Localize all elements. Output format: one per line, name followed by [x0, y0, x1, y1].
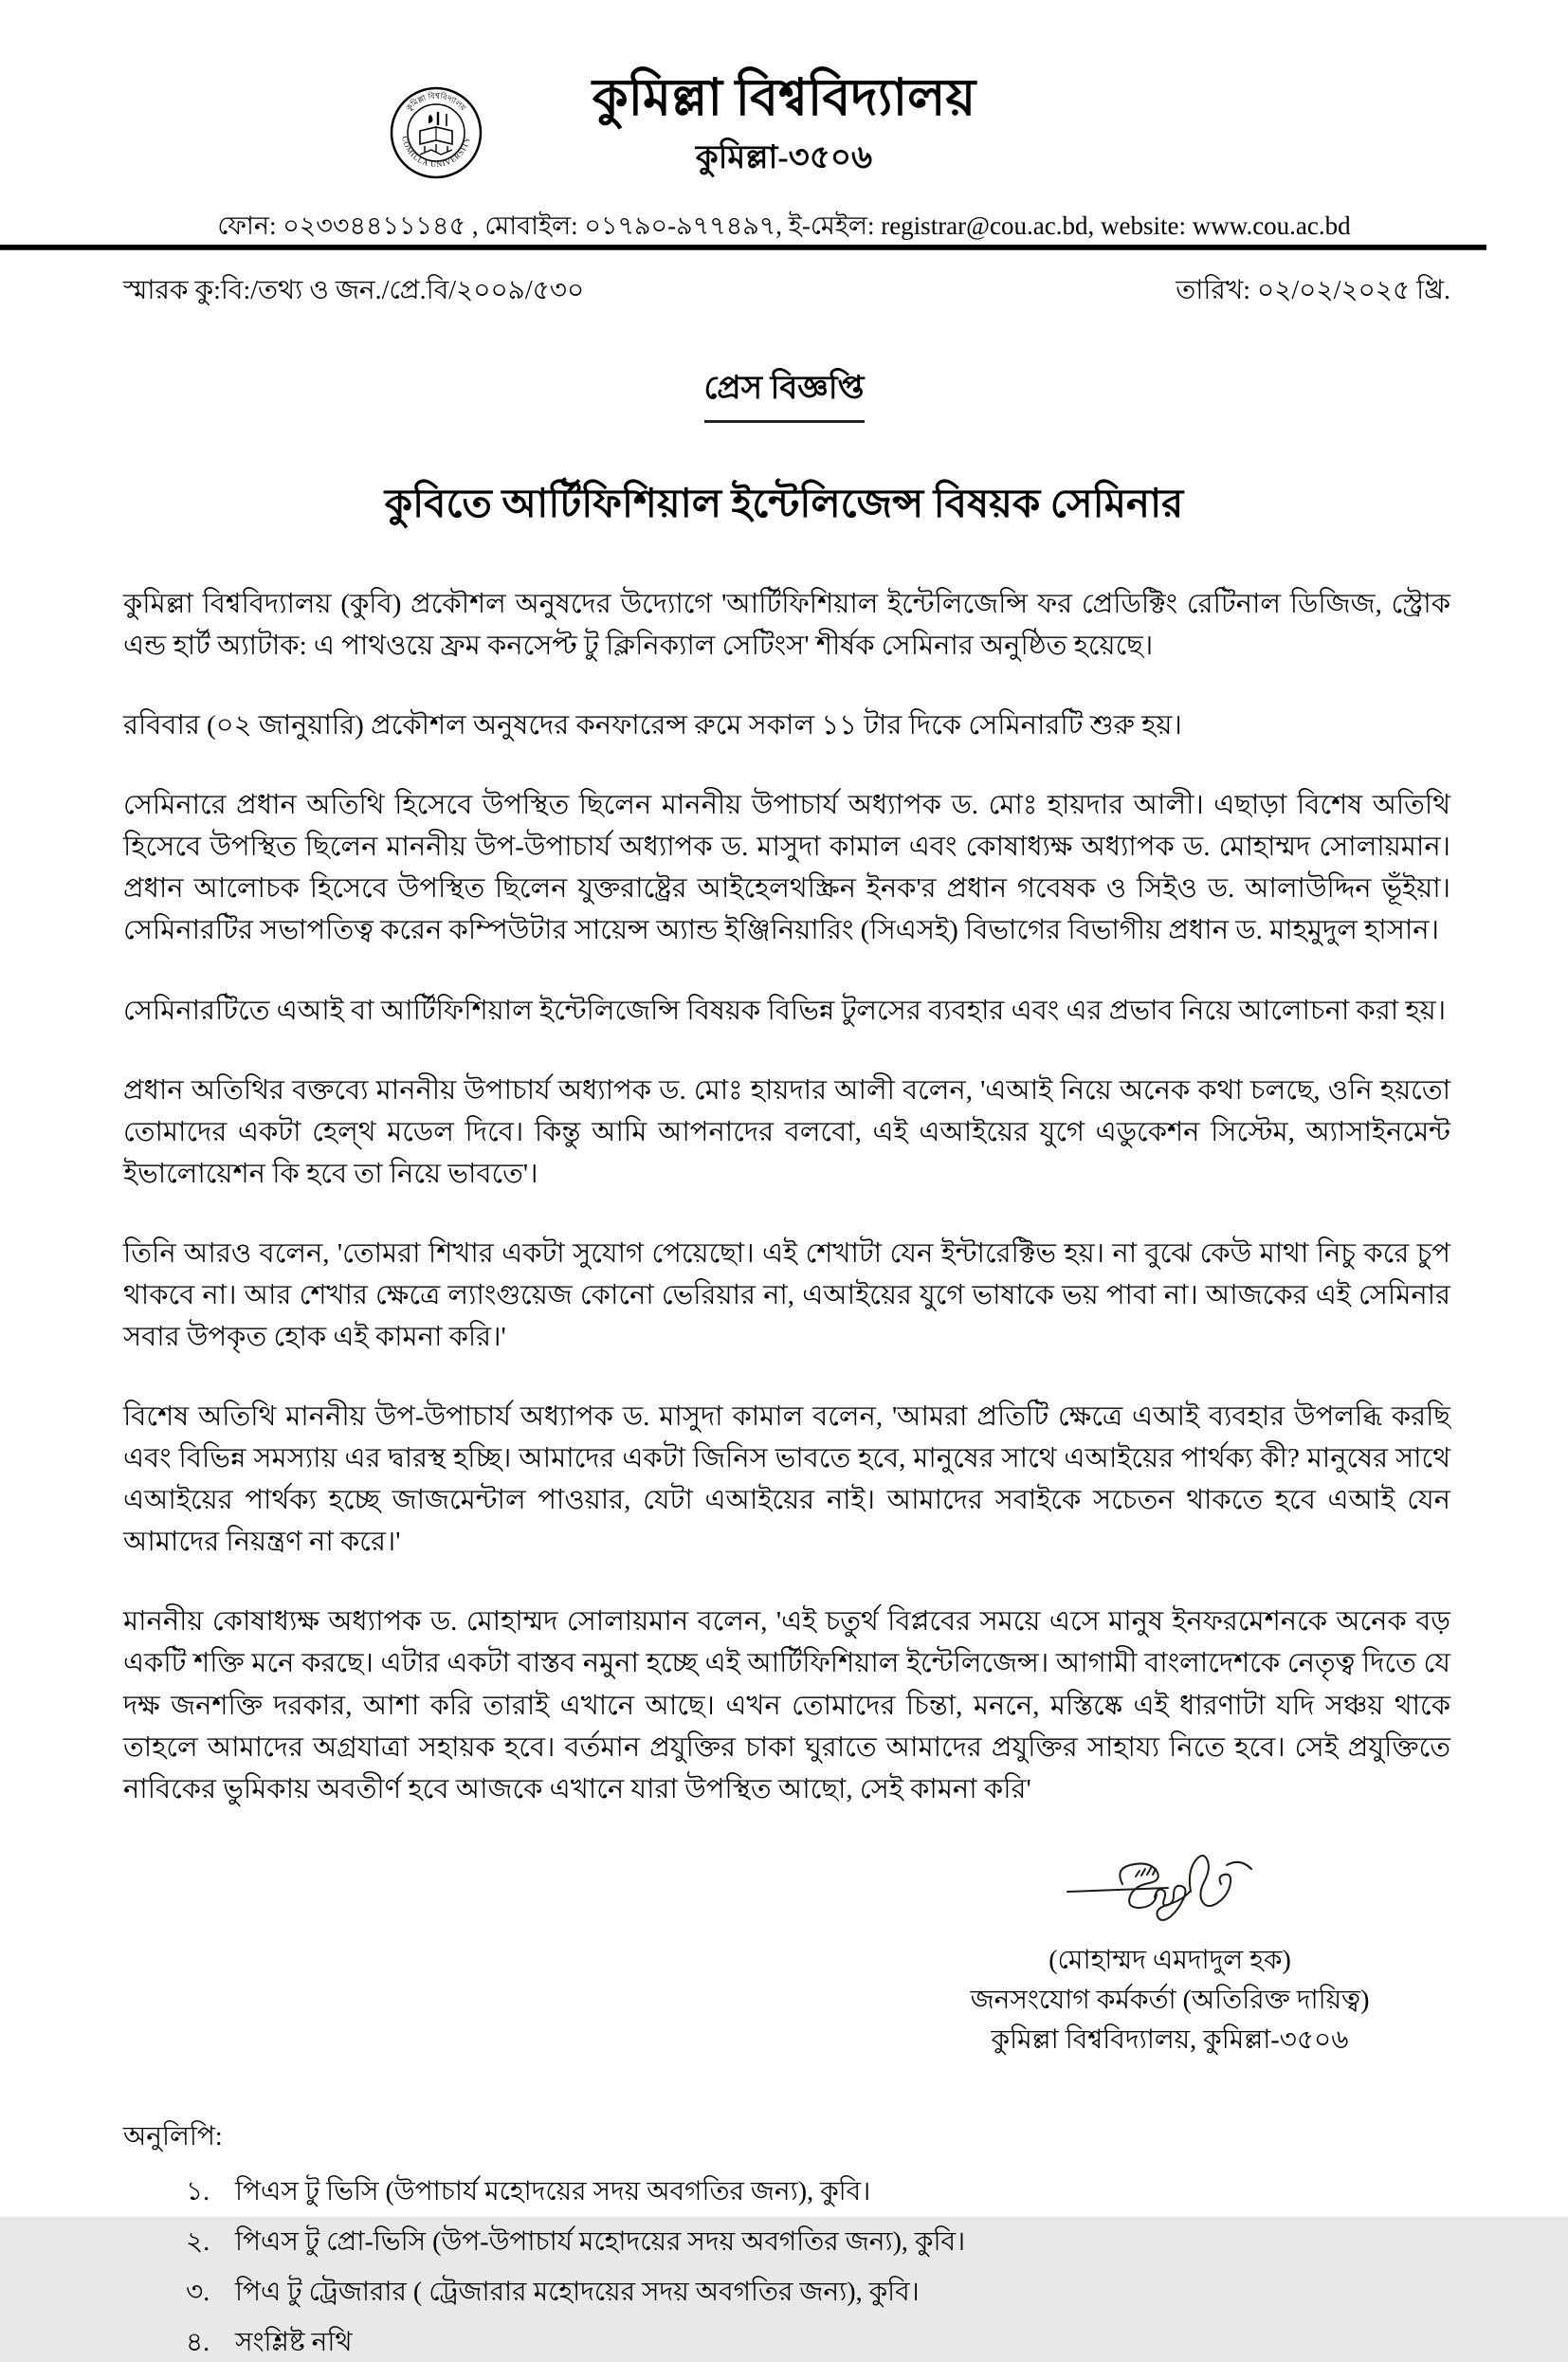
header-divider: [0, 245, 1486, 250]
copy-item-text: পিএস টু প্রো-ভিসি (উপ-উপাচার্য মহোদয়ের সদয় অবগতির জন্য), কুবি।: [235, 2226, 966, 2257]
copy-item: [186, 2224, 1450, 2261]
signatory-designation: জনসংযোগ কর্মকর্তা (অতিরিক্ত দায়িত্ব): [970, 1985, 1370, 2015]
body-text: [0, 583, 1568, 1810]
signatory-name: (মোহাম্মদ এমদাদুল হক): [1048, 1945, 1291, 1975]
paragraph: রবিবার (০২ জানুয়ারি) প্রকৌশল অনুষদের কনফারেন্স রুমে সকাল ১১ টার দিকে সেমিনারটি শুরু হয়।: [123, 710, 1182, 742]
copy-item-text: পিএস টু ভিসি (উপাচার্য মহোদয়ের সদয় অবগতির জন্য), কুবি।: [235, 2176, 871, 2206]
document-date: তারিখ: ০২/০২/২০২৫ খ্রি.: [1176, 276, 1450, 305]
copy-item-number: ৩.: [186, 2278, 210, 2308]
university-name: কুমিল্লা বিশ্ববিদ্যালয়: [592, 69, 976, 126]
copy-item: [186, 2274, 1450, 2311]
copy-item: [186, 2324, 1450, 2361]
copy-item: [186, 2173, 1450, 2210]
svg-text:কুমিল্লা বিশ্ববিদ্যালয়: কুমিল্লা বিশ্ববিদ্যালয়: [404, 90, 468, 113]
signatory-organization: কুমিল্লা বিশ্ববিদ্যালয়, কুমিল্লা-৩৫০৬: [991, 2024, 1349, 2055]
paragraph: সেমিনারটিতে এআই বা আর্টিফিশিয়াল ইন্টেলিজেন্সি বিষয়ক বিভিন্ন টুলসের ব্যবহার এবং এর প্রভাব নিয়ে আলোচনা করা হয়।: [123, 995, 1447, 1026]
copies-section: [0, 2115, 1568, 2362]
paragraph: প্রধান অতিথির বক্তব্যে মাননীয় উপাচার্য অধ্যাপক ড. মোঃ হায়দার আলী বলেন, 'এআই নিয়ে অনেক কথা চলছে, ওনি হয়তো তোমাদের একটা হেল্থ মডেল দিবে। কিন্তু আমি আপনাদের বলবো, এই এআইয়ের যুগে এডুকেশন সিস্টেম, অ্যাসাইনমেন্ট ইভালোয়েশন কি হবে তা নিয়ে ভাবতে'।: [123, 1074, 1450, 1189]
copy-item-number: ৪.: [186, 2328, 210, 2358]
copy-item-text: পিএ টু ট্রেজারার ( ট্রেজারার মহোদয়ের সদয় অবগতির জন্য), কুবি।: [235, 2278, 920, 2308]
press-release-title: প্রেস বিজ্ঞপ্তি: [704, 363, 865, 423]
contact-info-line: ফোন: ০২৩৩৪৪১১১৪৫ , মোবাইল: ০১৭৯০-৯৭৭৪৯৭, ই-মেইল: registrar@cou.ac.bd, website: www.cou.ac.bd: [217, 211, 1351, 240]
memo-number: স্মারক কু:বি:/তথ্য ও জন./প্রে.বি/২০০৯/৫৩০: [123, 276, 585, 305]
signature-block: [923, 1848, 1416, 2060]
copy-item-number: ২.: [186, 2226, 210, 2257]
paragraph: সেমিনারে প্রধান অতিথি হিসেবে উপস্থিত ছিলেন মাননীয় উপাচার্য অধ্যাপক ড. মোঃ হায়দার আলী। এছাড়া বিশেষ অতিথি হিসেবে উপস্থিত ছিলেন মাননীয় উপ-উপাচার্য অধ্যাপক ড. মাসুদা কামাল এবং কোষাধ্যক্ষ অধ্যাপক ড. মোহাম্মদ সোলায়মান। প্রধান আলোচক হিসেবে উপস্থিত ছিলেন যুক্তরাষ্ট্রের আইহেলথস্ক্রিন ইনক'র প্রধান গবেষক ও সিইও ড. আলাউদ্দিন ভূঁইয়া। সেমিনারটির সভাপতিত্ব করেন কম্পিউটার সায়েন্স অ্যান্ড ইঞ্জিনিয়ারিং (সিএসই) বিভাগের বিভাগীয় প্রধান ড. মাহমুদুল হাসান।: [123, 790, 1450, 946]
headline: কুবিতে আর্টিফিশিয়াল ইন্টেলিজেন্স বিষয়ক সেমিনার: [384, 483, 1184, 526]
paragraph: বিশেষ অতিথি মাননীয় উপ-উপাচার্য অধ্যাপক ড. মাসুদা কামাল বলেন, 'আমরা প্রতিটি ক্ষেত্রে এআই ব্যবহার উপলব্ধি করছি এবং বিভিন্ন সমস্যায় এর দ্বারস্থ হচ্ছি। আমাদের একটা জিনিস ভাবতে হবে, মানুষের সাথে এআইয়ের পার্থক্য কী? মানুষের সাথে এআইয়ের পার্থক্য হচ্ছে জাজমেন্টাল পাওয়ার, যেটা এআইয়ের নাই। আমাদের সবাইকে সচেতন থাকতে হবে এআই যেন আমাদের নিয়ন্ত্রণ না করে।': [123, 1401, 1450, 1558]
copy-item-text: সংশ্লিষ্ট নথি: [235, 2328, 353, 2358]
paragraph: তিনি আরও বলেন, 'তোমরা শিখার একটা সুযোগ পেয়েছো। এই শেখাটা যেন ইন্টারেক্টিভ হয়। না বুঝে কেউ মাথা নিচু করে চুপ থাকবে না। আর শেখার ক্ষেত্রে ল্যাংগুয়েজ কোনো ভেরিয়ার না, এআইয়ের যুগে ভাষাকে ভয় পাবা না। আজকের এই সেমিনার সবার উপকৃত হোক এই কামনা করি।': [123, 1237, 1450, 1353]
paragraph: কুমিল্লা বিশ্ববিদ্যালয় (কুবি) প্রকৌশল অনুষদের উদ্যোগে 'আর্টিফিশিয়াল ইন্টেলিজেন্সি ফর প্রেডিক্টিং রেটিনাল ডিজিজ, স্ট্রোক এন্ড হার্ট অ্যাটাক: এ পাথওয়ে ফ্রম কনসেপ্ট টু ক্লিনিক্যাল সেটিংস' শীর্ষক সেমিনার অনুষ্ঠিত হয়েছে।: [123, 589, 1450, 662]
letterhead: [0, 0, 1568, 248]
memo-row: [0, 248, 1568, 314]
svg-text:COMILLA UNIVERSITY: COMILLA UNIVERSITY: [400, 135, 472, 170]
copies-label: অনুলিপি:: [123, 2121, 223, 2151]
copy-item-number: ১.: [186, 2176, 210, 2206]
paragraph: মাননীয় কোষাধ্যক্ষ অধ্যাপক ড. মোহাম্মদ সোলায়মান বলেন, 'এই চতুর্থ বিপ্লবের সময়ে এসে মানুষ ইনফরমেশনকে অনেক বড় একটি শক্তি মনে করছে। এটার একটা বাস্তব নমুনা হচ্ছে এই আর্টিফিশিয়াল ইন্টেলিজেন্স। আগামী বাংলাদেশকে নেতৃত্ব দিতে যে দক্ষ জনশক্তি দরকার, আশা করি তারাই এখানে আছে। এখন তোমাদের চিন্তা, মননে, মস্তিষ্কে এই ধারণাটা যদি সঞ্চয় থাকে তাহলে আমাদের অগ্রযাত্রা সহায়ক হবে। বর্তমান প্রযুক্তির চাকা ঘুরাতে আমাদের প্রযুক্তির সাহায্য নিতে হবে। সেই প্রযুক্তিতে নাবিকের ভুমিকায় অবতীর্ণ হবে আজকে এখানে যারা উপস্থিত আছো, সেই কামনা করি': [123, 1606, 1450, 1804]
university-postcode: কুমিল্লা-৩৫০৬: [695, 140, 873, 176]
handwritten-signature: [1056, 1848, 1284, 1933]
